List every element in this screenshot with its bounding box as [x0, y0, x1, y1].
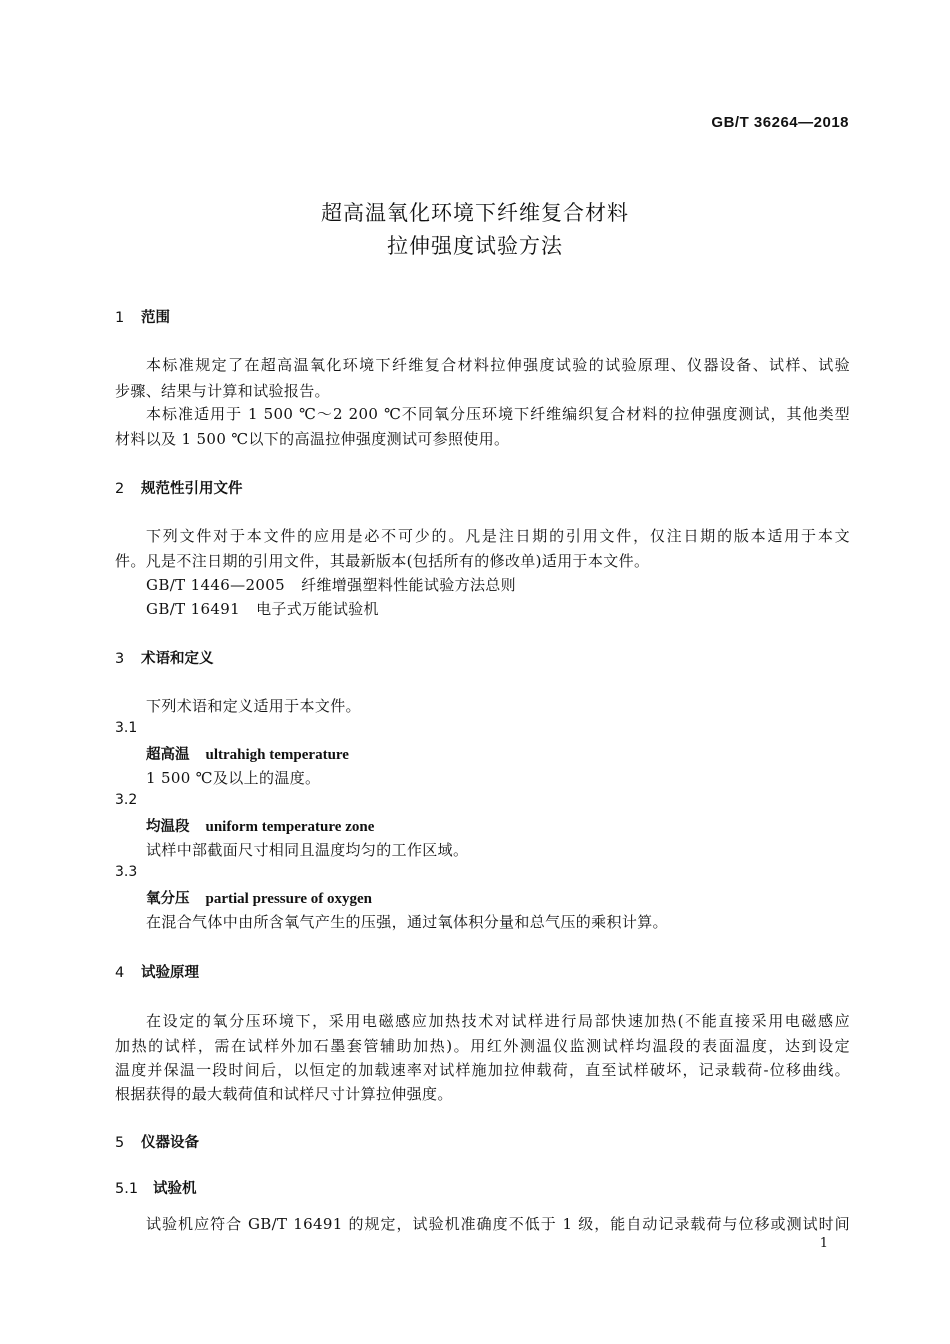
section-1-paragraph-2-line-1: 本标准适用于 1 500 ℃～2 200 ℃不同氧分压环境下纤维编织复合材料的拉伸强度测试，其他类型: [146, 405, 850, 423]
subsection-5-1-line-1: 试验机应符合 GB/T 16491 的规定，试验机准确度不低于 1 级，能自动记录载荷与位移或测试时间: [146, 1215, 850, 1233]
subsection-title: 试验机: [153, 1181, 197, 1197]
section-title: 规范性引用文件: [141, 481, 243, 497]
section-1-heading: [115, 306, 170, 327]
section-title: 仪器设备: [141, 1135, 199, 1151]
term-zh: 超高温: [146, 747, 190, 763]
standard-code: GB/T 36264—2018: [711, 114, 849, 131]
term-2-definition: 试样中部截面尺寸相同且温度均匀的工作区域。: [146, 841, 469, 859]
reference-title: 纤维增强塑料性能试验方法总则: [301, 576, 516, 594]
section-2-paragraph-line-1: 下列文件对于本文件的应用是必不可少的。凡是注日期的引用文件，仅注日期的版本适用于本文: [146, 527, 850, 545]
section-number: 4: [115, 965, 125, 981]
reference-code: GB/T 16491: [146, 600, 241, 618]
term-en: partial pressure of oxygen: [205, 891, 373, 907]
term-1-name: [146, 743, 349, 764]
section-4-heading: [115, 961, 199, 982]
section-number: 2: [115, 481, 125, 497]
section-number: 3: [115, 651, 125, 667]
reference-title: 电子式万能试验机: [256, 600, 379, 618]
term-2-name: [146, 815, 374, 836]
section-4-line-1: 在设定的氧分压环境下，采用电磁感应加热技术对试样进行局部快速加热(不能直接采用电磁感应: [146, 1012, 850, 1030]
section-number: 5: [115, 1135, 125, 1151]
normative-reference-1: [146, 574, 516, 595]
term-1-definition: 1 500 ℃及以上的温度。: [146, 769, 321, 787]
document-title-line-1: 超高温氧化环境下纤维复合材料: [321, 201, 629, 225]
document-title-line-2: 拉伸强度试验方法: [387, 234, 563, 258]
section-title: 范围: [141, 310, 170, 326]
page-number: 1: [819, 1236, 828, 1251]
term-3-name: [146, 887, 372, 908]
normative-reference-2: [146, 598, 379, 619]
section-1-paragraph-1-line-1: 本标准规定了在超高温氧化环境下纤维复合材料拉伸强度试验的试验原理、仪器设备、试样、试验: [146, 356, 850, 374]
section-1-paragraph-2-line-2: 材料以及 1 500 ℃以下的高温拉伸强度测试可参照使用。: [115, 430, 510, 448]
section-title: 术语和定义: [141, 651, 214, 667]
section-3-intro: 下列术语和定义适用于本文件。: [146, 697, 361, 715]
section-5-heading: [115, 1131, 199, 1152]
section-2-heading: [115, 477, 243, 498]
term-3-number: 3.3: [115, 864, 138, 880]
section-number: 1: [115, 310, 125, 326]
term-en: ultrahigh temperature: [205, 747, 349, 763]
term-1-number: 3.1: [115, 720, 138, 736]
section-3-heading: [115, 647, 214, 668]
section-4-line-2: 加热的试样，需在试样外加石墨套管辅助加热)。用红外测温仪监测试样均温段的表面温度，达到设定: [115, 1037, 850, 1055]
reference-code: GB/T 1446—2005: [146, 576, 286, 594]
section-4-line-4: 根据获得的最大载荷值和试样尺寸计算拉伸强度。: [115, 1085, 453, 1103]
term-zh: 氧分压: [146, 891, 190, 907]
section-1-paragraph-1-line-2: 步骤、结果与计算和试验报告。: [115, 382, 330, 400]
term-en: uniform temperature zone: [205, 819, 375, 835]
section-2-paragraph-line-2: 件。凡是不注日期的引用文件，其最新版本(包括所有的修改单)适用于本文件。: [115, 552, 650, 570]
term-3-definition: 在混合气体中由所含氧气产生的压强，通过氧体积分量和总气压的乘积计算。: [146, 913, 668, 931]
subsection-5-1-heading: [115, 1177, 197, 1198]
term-2-number: 3.2: [115, 792, 138, 808]
term-zh: 均温段: [146, 819, 190, 835]
section-4-line-3: 温度并保温一段时间后，以恒定的加载速率对试样施加拉伸载荷，直至试样破坏，记录载荷-位移曲线。: [115, 1061, 850, 1079]
subsection-number: 5.1: [115, 1181, 139, 1197]
section-title: 试验原理: [141, 965, 199, 981]
